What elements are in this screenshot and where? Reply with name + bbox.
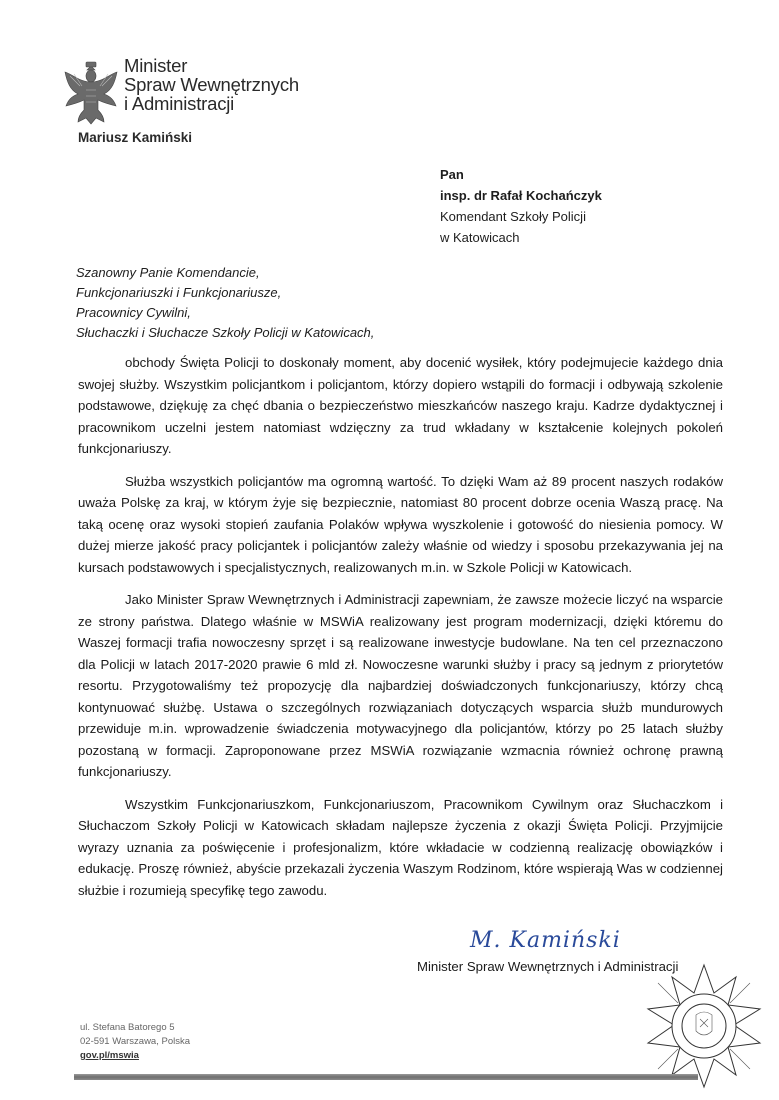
- salutation-line: Słuchaczki i Słuchacze Szkoły Policji w Katowicach,: [76, 325, 375, 340]
- polish-eagle-icon: [62, 60, 120, 126]
- address-street: ul. Stefana Batorego 5: [80, 1022, 175, 1033]
- signature-title: Minister Spraw Wewnętrznych i Administracji: [417, 959, 679, 974]
- recipient-honorific: Pan: [440, 167, 464, 182]
- ministry-line: i Administracji: [124, 93, 235, 114]
- recipient-position: Komendant Szkoły Policji: [440, 209, 586, 224]
- salutation-line: Szanowny Panie Komendancie,: [76, 265, 260, 280]
- ministry-line: Spraw Wewnętrznych: [124, 74, 299, 95]
- recipient-location: w Katowicach: [440, 230, 520, 245]
- police-school-seal-icon: [644, 963, 764, 1089]
- ministry-line: Minister: [124, 55, 188, 76]
- paragraph: Jako Minister Spraw Wewnętrznych i Administracji zapewniam, że zawsze możecie liczyć na wsparcie ze strony państwa. Dlatego właśnie w MSWiA realizowany jest program modernizacji, dzięki któremu do Waszej formacji trafia nowoczesny sprzęt i są realizowane inwestycje budowlane. Na ten cel przeznaczono dla Policji w latach 2017-2020 prawie 6 mld zł. Nowoczesne warunki służby i pracy są jednym z priorytetów resortu. Przygotowaliśmy też propozycję dla najbardziej doświadczonych funkcjonariuszy, którzy chcą kontynuować służbę. Ustawa o szczególnych rozwiązaniach dotyczących wsparcia służb mundurowych przewiduje m.in. wprowadzenie świadczenia motywacyjnego dla policjantów, którzy po 25 latach służby pozostaną w formacji. Zaproponowane przez MSWiA rozwiązanie wzmacnia również ochronę prawną funkcjonariuszy.: [78, 592, 723, 779]
- minister-name: Mariusz Kamiński: [78, 130, 193, 145]
- letter-body: [78, 352, 723, 912]
- footer-address: [80, 1021, 190, 1063]
- ministry-name: [124, 56, 299, 113]
- handwritten-signature: M. Kamiński: [470, 928, 621, 953]
- paragraph: obchody Święta Policji to doskonały moment, aby docenić wysiłek, który podejmujecie każdego dnia swojej służby. Wszystkim policjantkom i policjantom, którzy dopiero wstąpili do formacji i odbywają szkolenie podstawowe, dziękuję za chęć dbania o bezpieczeństwo mieszkańców naszego kraju. Kadrze dydaktycznej i pracownikom uczelni jestem natomiast wdzięczny za trud wkładany w kształcenie kolejnych pokoleń funkcjonariuszy.: [78, 355, 723, 456]
- address-city: 02-591 Warszawa, Polska: [80, 1036, 191, 1047]
- paragraph: Służba wszystkich policjantów ma ogromną wartość. To dzięki Wam aż 89 procent naszych rodaków uważa Polskę za kraj, w którym żyje się bezpiecznie, natomiast 80 procent dobrze ocenia Waszą pracę. Na taką ocenę oraz wysoki stopień zaufania Polaków wpływa wyszkolenie i gotowość do niesienia pomocy. W dużej mierze jakość pracy policjantek i policjantów zależy właśnie od wiedzy i sposobu przekazywania jej na kursach podstawowych i specjalistycznych, realizowanych m.in. w Szkole Policji w Katowicach.: [78, 473, 723, 575]
- footer-divider-bar: [74, 1074, 698, 1080]
- recipient-name: insp. dr Rafał Kochańczyk: [440, 188, 602, 203]
- recipient-block: [440, 164, 602, 248]
- website-link[interactable]: gov.pl/mswia: [80, 1050, 139, 1061]
- salutation: [76, 263, 374, 343]
- salutation-line: Pracownicy Cywilni,: [76, 305, 191, 320]
- letterhead: [62, 56, 299, 126]
- paragraph: Wszystkim Funkcjonariuszkom, Funkcjonariuszom, Pracownikom Cywilnym oraz Słuchaczkom i Słuchaczom Szkoły Policji w Katowicach składam najlepsze życzenia z okazji Święta Policji. Przyjmijcie wyrazy uznania za poświęcenie i profesjonalizm, które wkładacie w codzienną realizację obowiązków i edukację. Proszę również, abyście przekazali życzenia Waszym Rodzinom, które wspierają Was w codziennej służbie i rozumieją specyfikę tego zawodu.: [78, 796, 723, 898]
- salutation-line: Funkcjonariuszki i Funkcjonariusze,: [76, 285, 282, 300]
